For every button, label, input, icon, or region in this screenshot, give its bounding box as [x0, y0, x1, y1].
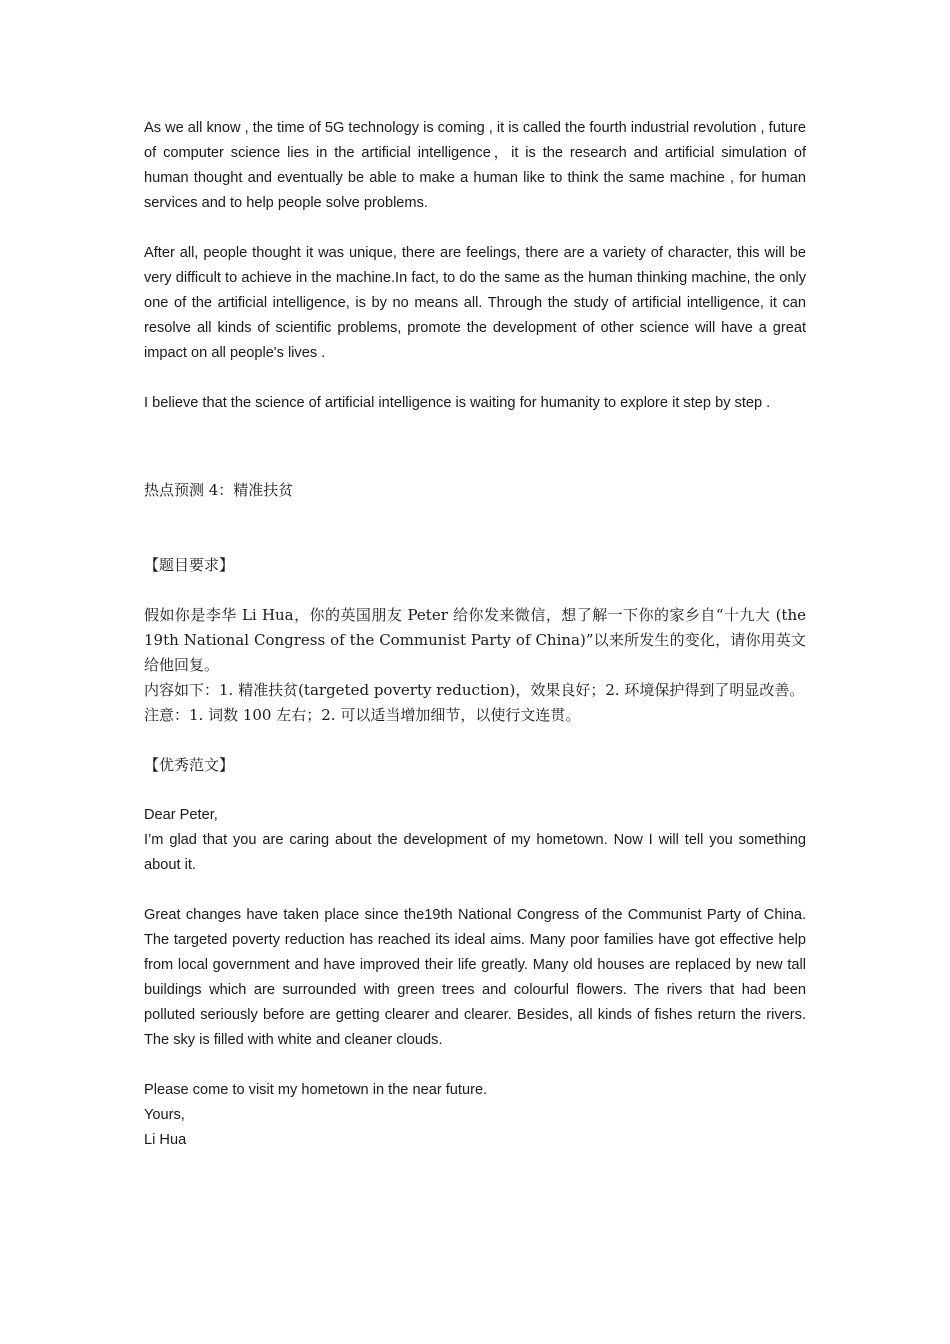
task-content: 内容如下：1. 精准扶贫(targeted poverty reduction)，效果良好；2. 环境保护得到了明显改善。	[144, 681, 805, 699]
letter-paragraph-1: I’m glad that you are caring about the development of my hometown. Now I will tell you something about it.	[144, 832, 806, 873]
essay-paragraph-3: I believe that the science of artificial intelligence is waiting for humanity to explore it step by step .	[144, 395, 771, 411]
document-page	[144, 116, 806, 1153]
letter-signature: Li Hua	[144, 1132, 187, 1148]
essay-paragraph-2: After all, people thought it was unique, there are feelings, there are a variety of character, this will be very difficult to achieve in the machine.In fact, to do the same as the human thinking machine, the only one of the artificial intelligence, is by no means all. Through the study of artificial intelligence, it can resolve all kinds of scientific problems, promote the development of other science will have a great impact on all people's lives .	[144, 245, 806, 361]
letter-paragraph-2: Great changes have taken place since the19th National Congress of the Communist Party of China. The targeted poverty reduction has reached its ideal aims. Many poor families have got effective help from local government and have improved their life greatly. Many old houses are replaced by new tall buildings which are surrounded with green trees and colourful flowers. The rivers that had been polluted seriously before are getting clearer and clearer. Besides, all kinds of fishes return the rivers. The sky is filled with white and cleaner clouds.	[144, 907, 806, 1048]
task-note: 注意：1. 词数 100 左右；2. 可以适当增加细节，以使行文连贯。	[144, 706, 581, 724]
model-essay-label: 【优秀范文】	[144, 756, 235, 774]
letter-closing: Yours,	[144, 1107, 185, 1123]
task-prompt: 假如你是李华 Li Hua，你的英国朋友 Peter 给你发来微信，想了解一下你的家乡自“十九大 (the 19th National Congress of the Communist Party of China)”以来所发生的变化，请你用英文给他回复。	[144, 606, 806, 674]
section-heading: 热点预测 4：精准扶贫	[144, 481, 294, 499]
letter-greeting: Dear Peter,	[144, 807, 218, 823]
requirement-label: 【题目要求】	[144, 556, 235, 574]
letter-paragraph-3: Please come to visit my hometown in the near future.	[144, 1082, 488, 1098]
essay-paragraph-1: As we all know , the time of 5G technology is coming , it is called the fourth industrial revolution , future of computer science lies in the artificial intelligence，it is the research and artificial simulation of human thought and eventually be able to make a human like to think the same machine , for human services and to help people solve problems.	[144, 120, 806, 211]
